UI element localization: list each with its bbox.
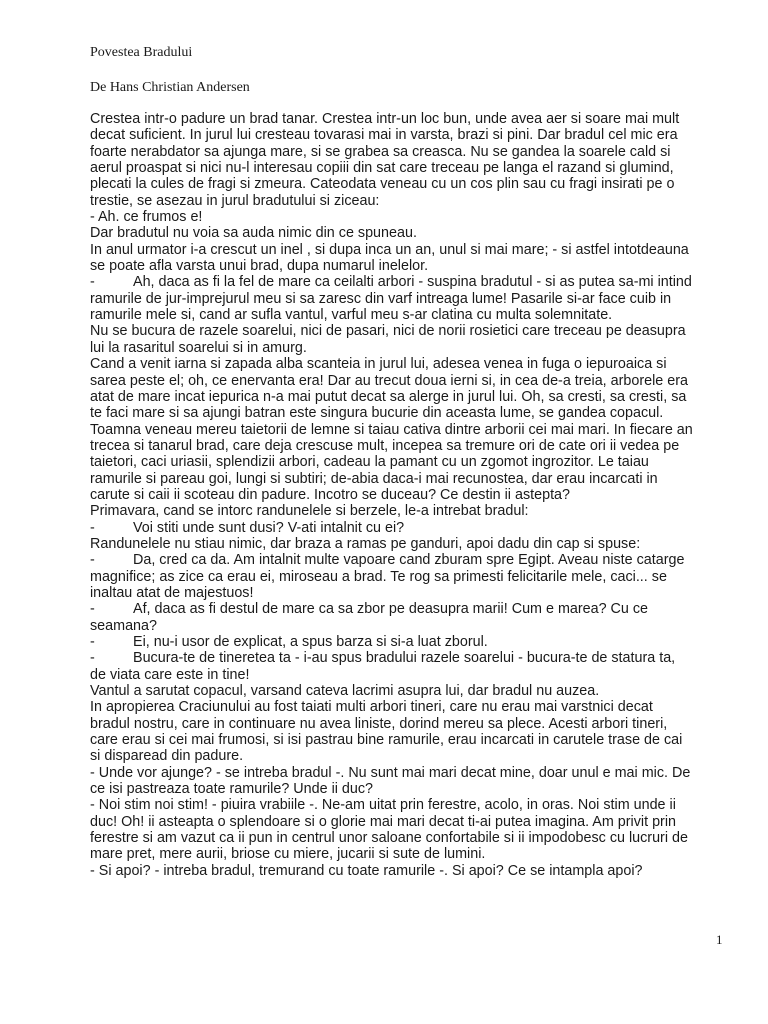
line-text: duc! Oh! ii asteapta o splendoare si o glorie mai mari decat ti-ai putea imagina. Am privit prin (90, 813, 676, 830)
text-line (90, 422, 730, 438)
line-text: - Si apoi? - intreba bradul, tremurand cu toate ramurile -. Si apoi? Ce se intampla apoi? (90, 862, 643, 879)
line-text: magnifice; as zice ca erau ei, miroseau a brad. Te rog sa primesti felicitarile mele, caci... se (90, 568, 667, 585)
text-line (90, 438, 730, 454)
document-author: De Hans Christian Andersen (90, 80, 250, 95)
line-text: ferestre si am vazut ca ii pun in centrul unor saloane confortabile si ii impodobesc cu lucruri de (90, 830, 688, 847)
text-line (90, 863, 730, 879)
text-line (90, 748, 730, 764)
text-line (90, 176, 730, 192)
text-line (90, 781, 730, 797)
text-line (90, 405, 730, 421)
text-line (90, 536, 730, 552)
text-line (90, 732, 730, 748)
line-text: plecati la cules de fragi si zmeura. Cateodata veneau cu un cos plin sau cu fragi insirati pe o (90, 176, 675, 193)
line-text: foarte nerabdator sa ajunga mare, si se grabea sa creasca. Nu se gandea la soarele cald si (90, 143, 671, 160)
line-text: Bucura-te de tineretea ta - i-au spus bradului razele soarelui - bucura-te de statura ta, (133, 650, 676, 667)
text-line (90, 274, 730, 290)
line-text: Crestea intr-o padure un brad tanar. Crestea intr-un loc bun, unde avea aer si soare mai mult (90, 111, 680, 127)
line-text: Nu se bucura de razele soarelui, nici de pasari, nici de norii rosietici care treceau pe deasupra (90, 323, 686, 340)
text-line (90, 503, 730, 519)
dialogue-dash: - (90, 274, 95, 291)
text-line (90, 520, 730, 536)
text-line (90, 552, 730, 568)
dialogue-dash: - (90, 519, 95, 536)
line-text: - Unde vor ajunge? - se intreba bradul -. Nu sunt mai mari decat mine, doar unul e mai mic. De (90, 764, 691, 781)
dialogue-dash: - (90, 552, 95, 569)
line-text: - Ah. ce frumos e! (90, 209, 203, 226)
line-text: atat de mare incat iepurica n-a mai putut decat sa alerge in jurul lui. Oh, sa cresti, sa cresti, sa (90, 388, 687, 405)
line-text: Ah, daca as fi la fel de mare ca ceilalti arbori - suspina bradutul - si as putea sa-mi intind (133, 274, 692, 291)
text-line (90, 650, 730, 666)
line-text: In anul urmator i-a crescut un inel , si dupa inca un an, unul si mai mare; - si astfel intotdeauna (90, 241, 689, 258)
line-text: Ei, nu-i usor de explicat, a spus barza si si-a luat zborul. (133, 634, 488, 650)
line-text: - Noi stim noi stim! - piuira vrabiile -. Ne-am uitat prin ferestre, acolo, in oras. Noi stim unde ii (90, 797, 676, 814)
line-text: In apropierea Craciunului au fost taiati multi arbori tineri, care nu erau mai varstnici decat (90, 699, 653, 716)
line-text: lui la rasaritul soarelui si in amurg. (90, 339, 307, 356)
text-line (90, 127, 730, 143)
text-line (90, 765, 730, 781)
line-text: sarea peste el; oh, ce enervanta era! Dar au trecut doua ierni si, in cea de-a treia, arborele era (90, 372, 688, 389)
text-line (90, 814, 730, 830)
line-text: Af, daca as fi destul de mare ca sa zbor pe deasupra marii! Cum e marea? Cu ce (133, 601, 649, 618)
text-line (90, 193, 730, 209)
text-line (90, 667, 730, 683)
line-text: decat suficient. In jurul lui cresteau tovarasi mai in varsta, brazi si pini. Dar bradul cel mic era (90, 127, 678, 144)
text-line (90, 471, 730, 487)
line-text: mare pret, mere aurii, briose cu miere, jucarii si sute de lumini. (90, 846, 486, 863)
line-text: Primavara, cand se intorc randunelele si berzele, le-a intrebat bradul: (90, 503, 529, 520)
dialogue-dash: - (90, 634, 95, 650)
text-line (90, 307, 730, 323)
text-line (90, 846, 730, 862)
document-title: Povestea Bradului (90, 45, 193, 60)
dialogue-dash: - (90, 601, 95, 618)
text-line (90, 111, 730, 127)
text-line (90, 683, 730, 699)
text-line (90, 634, 730, 650)
text-line (90, 389, 730, 405)
line-text: te faci mare si sa ajungi batran este singura bucurie din aceasta lume, se gandea copacul. (90, 405, 664, 422)
text-line (90, 144, 730, 160)
line-text: de viata care este in tine! (90, 666, 250, 683)
line-text: trestie, se asezau in jurul bradutului si ziceau: (90, 192, 380, 209)
text-line (90, 209, 730, 225)
text-line (90, 242, 730, 258)
text-line (90, 258, 730, 274)
text-line (90, 487, 730, 503)
text-line (90, 585, 730, 601)
line-text: ramurile si pareau goi, lungi si subtiri; de-abia daca-i mai recunostea, dar erau incarcati in (90, 470, 658, 487)
line-text: trecea si tanarul brad, care deja crescuse mult, incepea sa tremure ori de cate ori ii vedea pe (90, 437, 680, 454)
line-text: taietori, caci uriasii, splendizii arbori, cadeau la pamant cu un zgomot ingrozitor. Le taiau (90, 454, 649, 471)
dialogue-dash: - (90, 650, 95, 667)
line-text: se poate afla varsta unui brad, dupa numarul inelelor. (90, 258, 429, 275)
text-line (90, 356, 730, 372)
line-text: Vantul a sarutat copacul, varsand cateva lacrimi asupra lui, dar bradul nu auzea. (90, 683, 600, 700)
text-line (90, 225, 730, 241)
line-text: Dar bradutul nu voia sa auda nimic din ce spuneau. (90, 225, 417, 242)
text-line (90, 323, 730, 339)
text-line (90, 601, 730, 617)
line-text: si disparead din padure. (90, 748, 244, 765)
line-text: Randunelele nu stiau nimic, dar braza a ramas pe ganduri, apoi dadu din cap si spuse: (90, 535, 641, 552)
line-text: bradul nostru, care in continuare nu avea liniste, dorind mereu sa plece. Acesti arbori tineri, (90, 715, 668, 732)
line-text: aerul proaspat si nici nu-l interesau copiii din sat care treceau pe langa el razand si glumind, (90, 160, 674, 177)
text-line (90, 699, 730, 715)
text-line (90, 797, 730, 813)
line-text: ramurile de jur-imprejurul meu si sa zaresc din varf intreaga lume! Pasarile si-ar face cuib in (90, 290, 672, 307)
page-number: 1 (716, 932, 723, 947)
line-text: carute si caii ii scoteau din padure. Incotro se duceau? Ce destin ii astepta? (90, 486, 571, 503)
line-text: Da, cred ca da. Am intalnit multe vapoare cand zburam spre Egipt. Aveau niste catarge (133, 552, 685, 569)
line-text: Voi stiti unde sunt dusi? V-ati intalnit cu ei? (133, 519, 405, 536)
text-line (90, 830, 730, 846)
story-body (90, 111, 730, 879)
line-text: inaltau atat de majestuos! (90, 584, 254, 601)
line-text: seamana? (90, 617, 157, 634)
line-text: care erau si cei mai frumosi, si isi pastrau bine ramurile, erau incarcati in carutele trase de cai (90, 732, 683, 749)
text-line (90, 373, 730, 389)
line-text: ramurile mele si, cand ar sufla vantul, varful meu s-ar clatina cu multa solemnitate. (90, 307, 613, 324)
line-text: Cand a venit iarna si zapada alba scanteia in jurul lui, adesea venea in fuga o iepuroaica si (90, 356, 667, 373)
text-line (90, 340, 730, 356)
text-line (90, 160, 730, 176)
text-line (90, 454, 730, 470)
text-line (90, 291, 730, 307)
text-line (90, 569, 730, 585)
text-line (90, 716, 730, 732)
line-text: Toamna veneau mereu taietorii de lemne si taiau cativa dintre arborii cei mai mari. In fiecare an (90, 421, 693, 438)
text-line (90, 618, 730, 634)
line-text: ce isi pastreaza toate ramurile? Unde ii duc? (90, 781, 374, 798)
